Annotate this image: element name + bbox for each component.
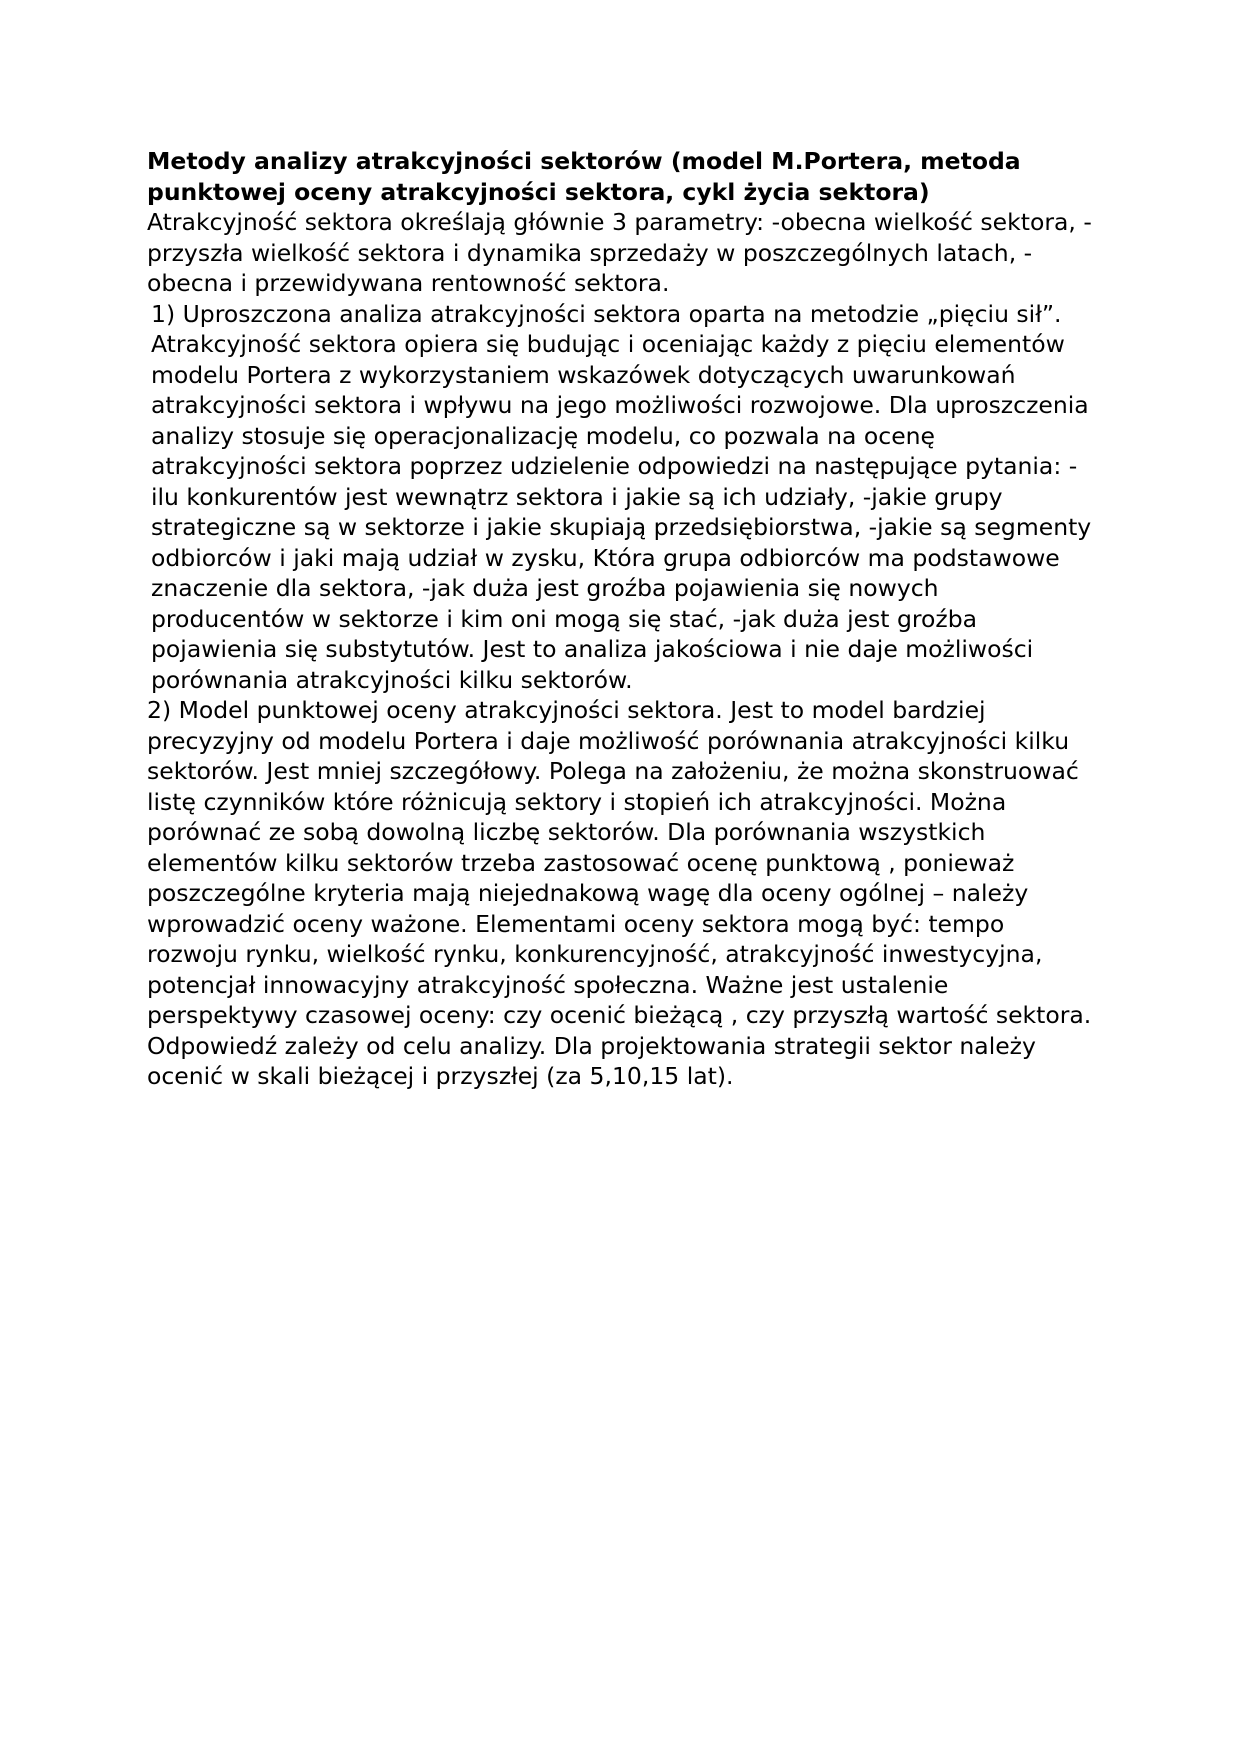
paragraph-point-model: 2) Model punktowej oceny atrakcyjności sektora. Jest to model bardziej precyzyjny od modelu Portera i daje możliwość porównania atrakcyjności kilku sektorów. Jest mniej szczegółowy. Polega na założeniu, że można skonstruować listę czynników które różnicują sektory i stopień ich atrakcyjności. Można porównać ze sobą dowolną liczbę sektorów. Dla porównania wszystkich elementów kilku sektorów trzeba zastosować ocenę punktową , ponieważ poszczególne kryteria mają niejednakową wagę dla oceny ogólnej – należy wprowadzić oceny ważone. Elementami oceny sektora mogą być: tempo rozwoju rynku, wielkość rynku, konkurencyjność, atrakcyjność inwestycyjna, potencjał innowacyjny atrakcyjność społeczna. Ważne jest ustalenie perspektywy czasowej oceny: czy ocenić bieżącą , czy przyszłą wartość sektora. Odpowiedź zależy od celu analizy. Dla projektowania strategii sektor należy ocenić w skali bieżącej i przyszłej (za 5,10,15 lat).: [147, 696, 1092, 1090]
document-body: [147, 146, 1095, 1092]
paragraph-porter-analysis: 1) Uproszczona analiza atrakcyjności sektora oparta na metodzie „pięciu sił”. Atrakcyjność sektora opiera się budując i oceniając każdy z pięciu elementów modelu Portera z wykorzystaniem wskazówek dotyczących uwarunkowań atrakcyjności sektora i wpływu na jego możliwości rozwojowe. Dla uproszczenia analizy stosuje się operacjonalizację modelu, co pozwala na ocenę atrakcyjności sektora poprzez udzielenie odpowiedzi na następujące pytania: -ilu konkurentów jest wewnątrz sektora i jakie są ich udziały, -jakie grupy strategiczne są w sektorze i jakie skupiają przedsiębiorstwa, -jakie są segmenty odbiorców i jaki mają udział w zysku, Która grupa odbiorców ma podstawowe znaczenie dla sektora, -jak duża jest groźba pojawienia się nowych producentów w sektorze i kim oni mogą się stać, -jak duża jest groźba pojawienia się substytutów. Jest to analiza jakościowa i nie daje możliwości porównania atrakcyjności kilku sektorów.: [151, 299, 1092, 694]
document-title: Metody analizy atrakcyjności sektorów (model M.Portera, metoda punktowej oceny atrakcyjności sektora, cykl życia sektora): [147, 147, 1021, 206]
paragraph-intro: Atrakcyjność sektora określają głównie 3 parametry: -obecna wielkość sektora, -przyszła wielkość sektora i dynamika sprzedaży w poszczególnych latach, -obecna i przewidywana rentowność sektora.: [147, 208, 1092, 297]
